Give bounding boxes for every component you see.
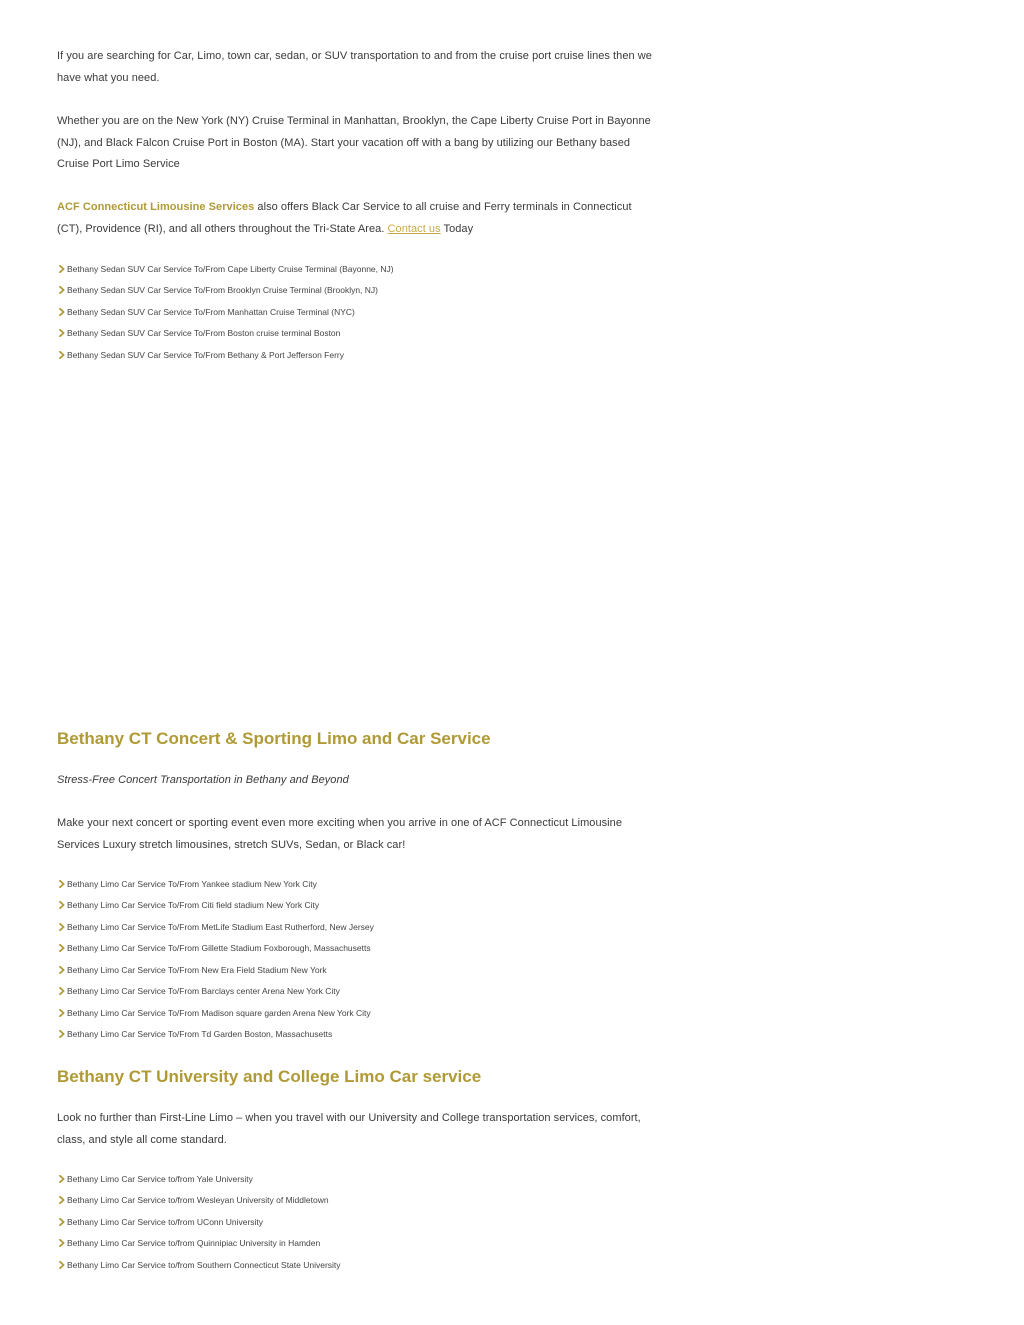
list-item-label: Bethany Sedan SUV Car Service To/From Cape Liberty Cruise Terminal (Bayonne, NJ) (67, 263, 394, 274)
list-item (57, 873, 657, 895)
list-item-label: Bethany Limo Car Service to/from Southern Connecticut State University (67, 1259, 341, 1270)
list-item (57, 280, 657, 302)
list-item-label: Bethany Limo Car Service To/From MetLife Stadium East Rutherford, New Jersey (67, 921, 374, 932)
list-item-label: Bethany Limo Car Service to/from UConn University (67, 1216, 264, 1227)
intro-paragraph-3 (57, 197, 657, 240)
list-item (57, 1168, 657, 1190)
list-item-label: Bethany Sedan SUV Car Service To/From Boston cruise terminal Boston (67, 328, 341, 339)
intro-paragraph-2: Whether you are on the New York (NY) Cruise Terminal in Manhattan, Brooklyn, the Cape Liberty Cruise Port in Bayonne (NJ), and Black Falcon Cruise Port in Boston (MA). Start your vacation off with a bang by utilizing our Bethany based Cruise Port Limo Service (57, 115, 651, 171)
list-item (57, 895, 657, 917)
chevron-right-icon (57, 350, 67, 360)
list-item-label: Bethany Limo Car Service To/From Yankee stadium New York City (67, 878, 317, 889)
list-item (57, 1002, 657, 1024)
intro-paragraph-3-end: Today (440, 222, 474, 235)
intro-paragraph-3-text: also offers Black Car Service to all cruise and Ferry terminals in Connecticut (CT), Providence (RI), and all others throughout the Tri-State Area. (57, 201, 632, 235)
list-item (57, 1024, 657, 1046)
list-item (57, 1254, 657, 1276)
list-item (57, 1233, 657, 1255)
list-item-label: Bethany Limo Car Service To/From Gillette Stadium Foxborough, Massachusetts (67, 943, 371, 954)
intro-paragraph-1: If you are searching for Car, Limo, town car, sedan, or SUV transportation to and from the cruise port cruise lines then we have what you need. (57, 50, 652, 84)
cruise-service-list (57, 258, 657, 366)
list-item-label: Bethany Limo Car Service to/from Yale University (67, 1173, 253, 1184)
concert-heading: Bethany CT Concert & Sporting Limo and Car Service (57, 729, 491, 748)
chevron-right-icon (57, 307, 67, 317)
chevron-right-icon (57, 328, 67, 338)
concert-service-list (57, 873, 657, 1045)
chevron-right-icon (57, 965, 67, 975)
university-service-list (57, 1168, 657, 1276)
list-item-label: Bethany Limo Car Service To/From Citi field stadium New York City (67, 900, 320, 911)
list-item-label: Bethany Limo Car Service To/From Td Garden Boston, Massachusetts (67, 1029, 333, 1040)
contact-us-link[interactable]: Contact us (387, 222, 441, 235)
chevron-right-icon (57, 1008, 67, 1018)
list-item (57, 323, 657, 345)
chevron-right-icon (57, 1238, 67, 1248)
chevron-right-icon (57, 1260, 67, 1270)
chevron-right-icon (57, 264, 67, 274)
list-item (57, 938, 657, 960)
chevron-right-icon (57, 1195, 67, 1205)
chevron-right-icon (57, 1174, 67, 1184)
chevron-right-icon (57, 1217, 67, 1227)
chevron-right-icon (57, 900, 67, 910)
chevron-right-icon (57, 922, 67, 932)
chevron-right-icon (57, 285, 67, 295)
chevron-right-icon (57, 1029, 67, 1039)
list-item (57, 301, 657, 323)
company-name-link[interactable]: ACF Connecticut Limousine Services (57, 201, 255, 213)
list-item-label: Bethany Sedan SUV Car Service To/From Manhattan Cruise Terminal (NYC) (67, 306, 355, 317)
list-item (57, 1211, 657, 1233)
list-item (57, 916, 657, 938)
chevron-right-icon (57, 879, 67, 889)
university-heading: Bethany CT University and College Limo Car service (57, 1067, 482, 1086)
list-item-label: Bethany Sedan SUV Car Service To/From Brooklyn Cruise Terminal (Brooklyn, NJ) (67, 285, 378, 296)
list-item-label: Bethany Limo Car Service to/from Quinnipiac University in Hamden (67, 1238, 321, 1249)
university-paragraph: Look no further than First-Line Limo – when you travel with our University and College transportation services, comfort, class, and style all come standard. (57, 1112, 641, 1146)
list-item (57, 959, 657, 981)
list-item (57, 344, 657, 366)
list-item-label: Bethany Limo Car Service to/from Wesleyan University of Middletown (67, 1195, 329, 1206)
list-item-label: Bethany Limo Car Service To/From New Era Field Stadium New York (67, 964, 327, 975)
concert-paragraph: Make your next concert or sporting event even more exciting when you arrive in one of ACF Connecticut Limousine Services Luxury stretch limousines, stretch SUVs, Sedan, or Black car! (57, 817, 623, 851)
list-item-label: Bethany Sedan SUV Car Service To/From Bethany & Port Jefferson Ferry (67, 349, 345, 360)
concert-subtitle: Stress-Free Concert Transportation in Bethany and Beyond (57, 774, 349, 786)
list-item-label: Bethany Limo Car Service To/From Barclays center Arena New York City (67, 986, 340, 997)
list-item-label: Bethany Limo Car Service To/From Madison square garden Arena New York City (67, 1007, 371, 1018)
chevron-right-icon (57, 986, 67, 996)
chevron-right-icon (57, 943, 67, 953)
list-item (57, 258, 657, 280)
list-item (57, 1190, 657, 1212)
list-item (57, 981, 657, 1003)
